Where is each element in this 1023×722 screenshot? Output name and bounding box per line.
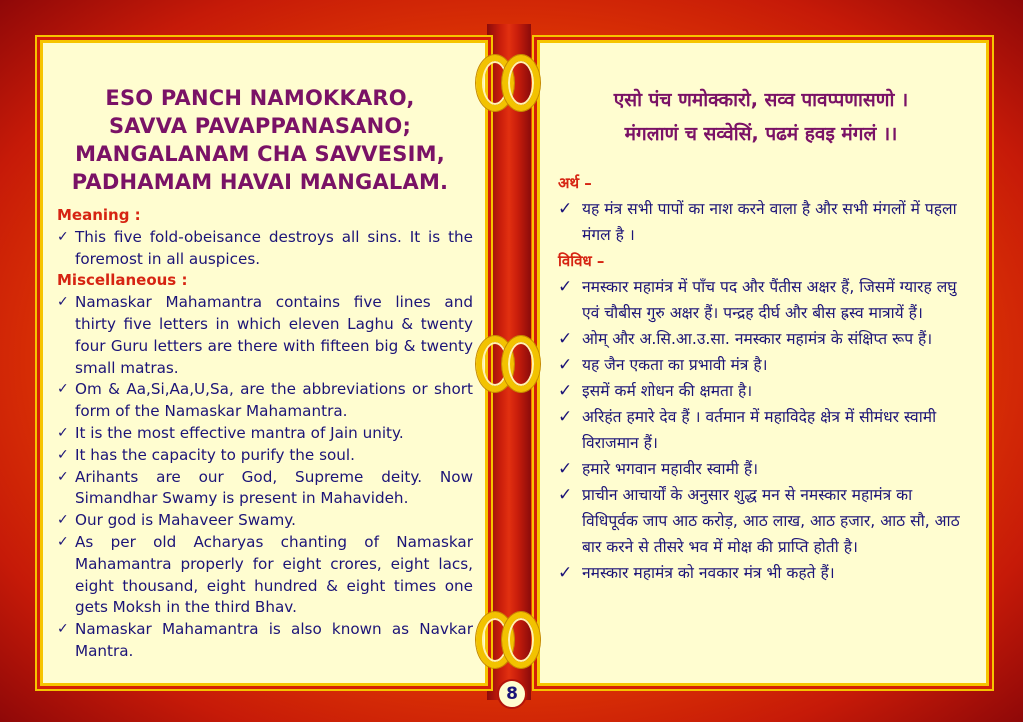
- list-item: [57, 619, 473, 663]
- check-icon: ✓: [57, 512, 69, 529]
- check-icon: ✓: [57, 381, 69, 398]
- list-item-text: नमस्कार महामंत्र में पाँच पद और पैंतीस अक्षर हैं, जिसमें ग्यारह लघु एवं चौबीस गुरु अक्षर हैं। पन्द्रह दीर्घ और बीस ह्रस्व मात्रायें हैं।: [582, 278, 957, 322]
- list-item: [57, 423, 473, 445]
- list-item-text: Arihants are our God, Supreme deity. Now Simandhar Swamy is present in Mahavideh.: [75, 467, 473, 508]
- check-icon: ✓: [558, 277, 573, 297]
- list-item-text: नमस्कार महामंत्र को नवकार मंत्र भी कहते हैं।: [582, 564, 835, 582]
- list-item-text: As per old Acharyas chanting of Namaskar Mahamantra properly for eight crores, eight lacs, eight thousand, eight hundred & eight times one gets Moksh in the third Bhav.: [75, 532, 473, 617]
- check-icon: ✓: [558, 381, 573, 401]
- list-item-text: अरिहंत हमारे देव हैं । वर्तमान में महाविदेह क्षेत्र में सीमंधर स्वामी विराजमान हैं।: [582, 408, 937, 452]
- title-line: MANGALANAM CHA SAVVESIM,: [75, 142, 445, 166]
- english-content: [57, 205, 473, 663]
- hindi-mantra-title-line-1: एसो पंच णमोक्कारो, सव्व पावप्पणासणो ।: [613, 89, 909, 111]
- check-icon: ✓: [57, 294, 69, 311]
- ring-icon: [502, 55, 540, 111]
- list-item: [57, 532, 473, 619]
- list-item-text: ओम् और अ.सि.आ.उ.सा. नमस्कार महामंत्र के संक्षिप्त रूप हैं।: [582, 330, 933, 348]
- hindi-meaning-label: अर्थ –: [558, 174, 592, 192]
- check-icon: ✓: [57, 533, 69, 550]
- meaning-label: Meaning :: [57, 206, 141, 224]
- check-icon: ✓: [558, 329, 573, 349]
- title-line: SAVVA PAVAPPANASANO;: [108, 114, 412, 138]
- check-icon: ✓: [57, 228, 69, 245]
- hindi-mantra-title-line-2: मंगलाणं च सव्वेसिं, पढमं हवइ मंगलं ।।: [624, 123, 898, 145]
- list-item-text: Our god is Mahaveer Swamy.: [75, 511, 296, 530]
- check-icon: ✓: [558, 407, 573, 427]
- list-item-text: Namaskar Mahamantra is also known as Navkar Mantra.: [75, 620, 473, 660]
- check-icon: ✓: [57, 621, 69, 638]
- list-item: [57, 510, 473, 532]
- hindi-meaning-text: यह मंत्र सभी पापों का नाश करने वाला है और सभी मंगलों में पहला मंगल है ।: [582, 200, 957, 244]
- list-item: [558, 456, 970, 482]
- list-item: [558, 560, 970, 586]
- hindi-miscellaneous-label: विविध –: [558, 252, 605, 270]
- check-icon: ✓: [57, 446, 69, 463]
- check-icon: ✓: [57, 424, 69, 441]
- english-mantra-title: [60, 84, 460, 196]
- ring-icon: [502, 336, 540, 392]
- list-item-text: Namaskar Mahamantra contains five lines and thirty five letters in which eleven Laghu & twenty four Guru letters are there with fifteen big & twenty small matras.: [75, 293, 473, 377]
- ring-icon: [502, 612, 540, 668]
- check-icon: ✓: [558, 355, 573, 375]
- title-line: PADHAMAM HAVAI MANGALAM.: [71, 170, 449, 194]
- list-item-text: हमारे भगवान महावीर स्वामी हैं।: [582, 460, 759, 478]
- list-item: [558, 326, 970, 352]
- list-item-text: प्राचीन आचार्यों के अनुसार शुद्ध मन से नमस्कार महामंत्र का विधिपूर्वक जाप आठ करोड़, आठ लाख, आठ हजार, आठ सौ, आठ बार करने से तीसरे भव में मोक्ष की प्राप्ति होती है।: [582, 486, 960, 556]
- check-icon: ✓: [558, 485, 573, 505]
- list-item: [57, 467, 473, 511]
- list-item: [558, 378, 970, 404]
- hindi-meaning-item: [558, 196, 970, 248]
- binding-rings-top: [476, 55, 546, 111]
- list-item-text: Om & Aa,Si,Aa,U,Sa, are the abbreviations or short form of the Namaskar Mahamantra.: [75, 380, 473, 421]
- list-item: [558, 352, 970, 378]
- meaning-text-item: [57, 227, 473, 271]
- binding-rings-middle: [476, 336, 546, 392]
- list-item: [558, 274, 970, 326]
- list-item: [558, 482, 970, 560]
- list-item: [558, 404, 970, 456]
- meaning-text: This five fold-obeisance destroys all sins. It is the foremost in all auspices.: [75, 227, 473, 268]
- check-icon: ✓: [558, 563, 573, 583]
- miscellaneous-label: Miscellaneous :: [57, 271, 188, 290]
- list-item-text: यह जैन एकता का प्रभावी मंत्र है।: [582, 356, 768, 374]
- title-line: ESO PANCH NAMOKKARO,: [105, 86, 415, 110]
- binding-rings-bottom: [476, 612, 546, 668]
- list-item: [57, 445, 473, 467]
- miscellaneous-list: [57, 292, 473, 663]
- page-number: 8: [497, 679, 527, 709]
- list-item-text: इसमें कर्म शोधन की क्षमता है।: [582, 382, 753, 400]
- hindi-content: [558, 170, 970, 586]
- list-item: [57, 292, 473, 379]
- check-icon: ✓: [558, 459, 573, 479]
- check-icon: ✓: [558, 199, 573, 219]
- list-item: [57, 379, 473, 423]
- hindi-miscellaneous-list: [558, 274, 970, 586]
- list-item-text: It is the most effective mantra of Jain unity.: [75, 423, 404, 442]
- check-icon: ✓: [57, 468, 69, 485]
- list-item-text: It has the capacity to purify the soul.: [75, 445, 355, 464]
